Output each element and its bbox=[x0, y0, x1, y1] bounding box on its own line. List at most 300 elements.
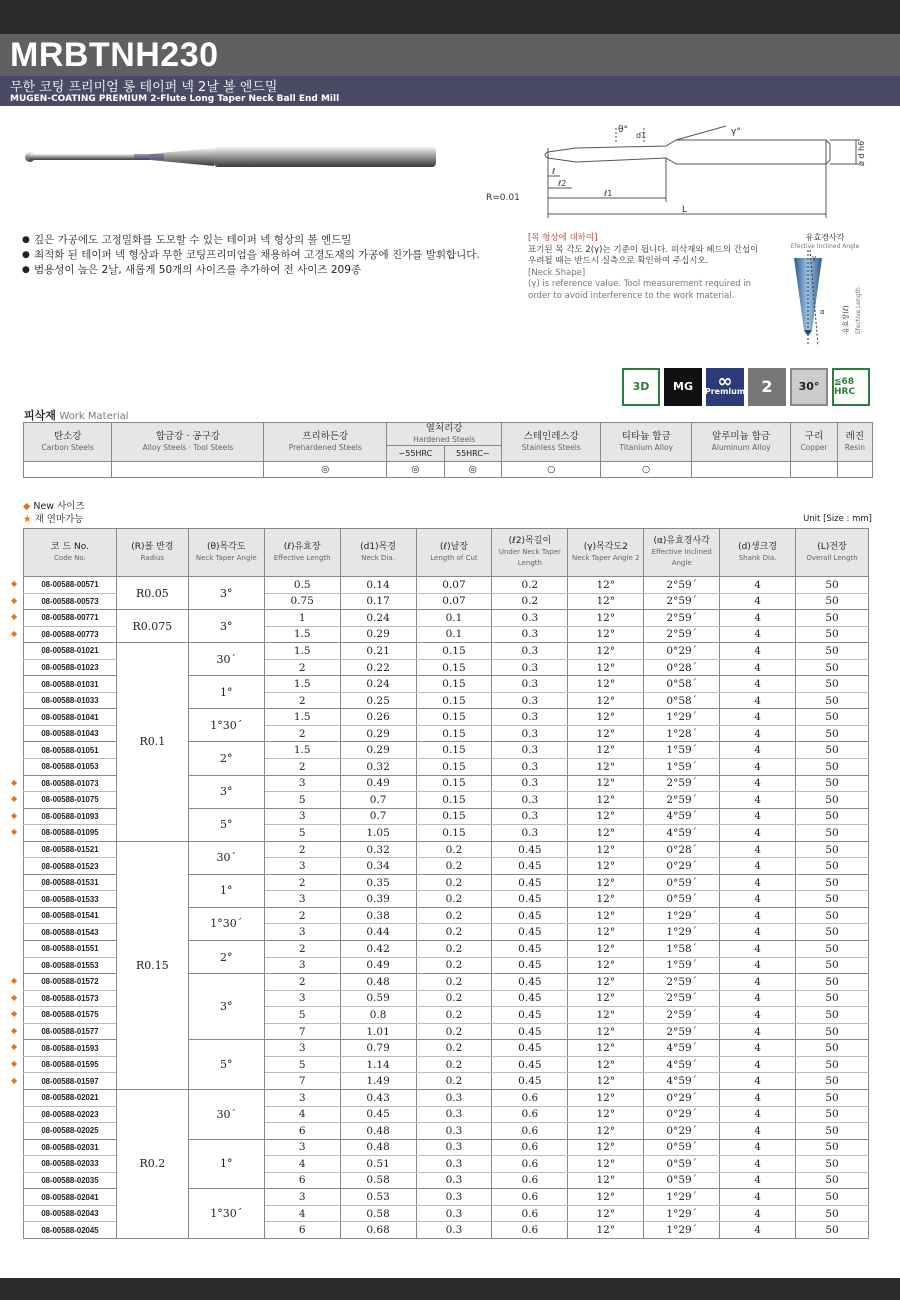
radius-cell: R0.1 bbox=[116, 643, 188, 842]
value-cell: 0.6 bbox=[492, 1156, 568, 1173]
value-cell: 12° bbox=[568, 725, 644, 742]
value-cell: 4 bbox=[720, 990, 796, 1007]
value-cell: 12° bbox=[568, 924, 644, 941]
value-cell: 50 bbox=[796, 1172, 869, 1189]
value-cell: 0.3 bbox=[492, 742, 568, 759]
value-cell: 12° bbox=[568, 1040, 644, 1057]
value-cell: 0.15 bbox=[416, 825, 492, 842]
value-cell: 4 bbox=[720, 924, 796, 941]
value-cell: 4 bbox=[720, 1089, 796, 1106]
value-cell: 4 bbox=[720, 874, 796, 891]
value-cell: 4 bbox=[720, 1007, 796, 1024]
work-material-label bbox=[24, 407, 129, 423]
value-cell: 4 bbox=[720, 941, 796, 958]
value-cell: 0.58 bbox=[340, 1172, 416, 1189]
wm-mark: ○ bbox=[502, 462, 601, 478]
value-cell: 4 bbox=[720, 792, 796, 809]
value-cell: 4 bbox=[720, 676, 796, 693]
value-cell: 12° bbox=[568, 1056, 644, 1073]
value-cell: 0.15 bbox=[416, 759, 492, 776]
value-cell: 0.38 bbox=[340, 907, 416, 924]
value-cell: 1°29´ bbox=[644, 1189, 720, 1206]
value-cell: 50 bbox=[796, 659, 869, 676]
value-cell: 0.45 bbox=[492, 974, 568, 991]
value-cell: 3 bbox=[264, 1089, 340, 1106]
value-cell: 0°28´ bbox=[644, 841, 720, 858]
legend-stock: 재 연마가능 bbox=[34, 514, 84, 525]
value-cell: 0.1 bbox=[416, 610, 492, 627]
value-cell: 50 bbox=[796, 990, 869, 1007]
value-cell: 2°59´ bbox=[644, 593, 720, 610]
work-material-table bbox=[23, 422, 873, 478]
value-cell: 12° bbox=[568, 610, 644, 627]
value-cell: 0.6 bbox=[492, 1123, 568, 1140]
value-cell: 4 bbox=[264, 1106, 340, 1123]
value-cell: 50 bbox=[796, 858, 869, 875]
wm-header: 레진 Resin bbox=[837, 423, 872, 462]
wm-header: 합금강 · 공구강 Alloy Steels · Tool Steels bbox=[112, 423, 264, 462]
value-cell: 50 bbox=[796, 924, 869, 941]
overall-length-label: L bbox=[682, 205, 688, 215]
value-cell: 1.05 bbox=[340, 825, 416, 842]
value-cell: 50 bbox=[796, 610, 869, 627]
code-cell: 08-00588-01043 bbox=[24, 725, 117, 742]
value-cell: 12° bbox=[568, 974, 644, 991]
radius-cell: R0.075 bbox=[116, 610, 188, 643]
code-cell: 08-00588-02025 bbox=[24, 1123, 117, 1140]
value-cell: 4 bbox=[720, 1172, 796, 1189]
value-cell: 0.2 bbox=[416, 1056, 492, 1073]
wm-header: 티타늄 합금 Titanium Alloy bbox=[601, 423, 691, 462]
value-cell: 12° bbox=[568, 659, 644, 676]
value-cell: 12° bbox=[568, 1123, 644, 1140]
value-cell: 50 bbox=[796, 1139, 869, 1156]
value-cell: 3 bbox=[264, 1040, 340, 1057]
neck-angle-cell: 3° bbox=[188, 577, 264, 610]
value-cell: 2°59´ bbox=[644, 990, 720, 1007]
value-cell: 2°59´ bbox=[644, 775, 720, 792]
value-cell: 50 bbox=[796, 626, 869, 643]
code-cell: 08-00588-01075 bbox=[24, 792, 117, 809]
code-cell: 08-00588-00571 bbox=[24, 577, 117, 594]
neck-angle-cell: 1° bbox=[188, 874, 264, 907]
value-cell: 0.3 bbox=[492, 676, 568, 693]
value-cell: 0.2 bbox=[492, 577, 568, 594]
value-cell: 0.3 bbox=[492, 659, 568, 676]
value-cell: 12° bbox=[568, 1156, 644, 1173]
value-cell: 50 bbox=[796, 742, 869, 759]
value-cell: 0.45 bbox=[492, 1073, 568, 1090]
spec-table bbox=[23, 528, 869, 1239]
value-cell: 3 bbox=[264, 1139, 340, 1156]
value-cell: 4 bbox=[720, 1189, 796, 1206]
value-cell: 4 bbox=[720, 957, 796, 974]
wm-mark: ◎ bbox=[444, 462, 501, 478]
badge-label: 2 bbox=[761, 377, 773, 396]
value-cell: 4 bbox=[720, 1040, 796, 1057]
value-cell: 1°28´ bbox=[644, 725, 720, 742]
value-cell: 4 bbox=[720, 1139, 796, 1156]
value-cell: 0.24 bbox=[340, 676, 416, 693]
value-cell: 12° bbox=[568, 858, 644, 875]
wm-header: 스테인레스강 Stainless Steels bbox=[502, 423, 601, 462]
new-diamond-icon: ◆ bbox=[11, 976, 18, 986]
value-cell: 0.45 bbox=[492, 1040, 568, 1057]
value-cell: 6 bbox=[264, 1123, 340, 1140]
value-cell: 0.6 bbox=[492, 1189, 568, 1206]
value-cell: 4 bbox=[720, 841, 796, 858]
value-cell: 0.44 bbox=[340, 924, 416, 941]
value-cell: 0.6 bbox=[492, 1205, 568, 1222]
value-cell: 2 bbox=[264, 974, 340, 991]
value-cell: 0°59´ bbox=[644, 1139, 720, 1156]
neck-angle-cell: 1° bbox=[188, 1139, 264, 1189]
code-cell: 08-00588-01523 bbox=[24, 858, 117, 875]
value-cell: 0.2 bbox=[416, 858, 492, 875]
value-cell: 1°59´ bbox=[644, 957, 720, 974]
code-cell: 08-00588-02045 bbox=[24, 1222, 117, 1239]
value-cell: 0.45 bbox=[492, 941, 568, 958]
value-cell: 0.2 bbox=[416, 841, 492, 858]
code-cell: 08-00588-01595 bbox=[24, 1056, 117, 1073]
value-cell: 50 bbox=[796, 1106, 869, 1123]
value-cell: 7 bbox=[264, 1023, 340, 1040]
code-cell: 08-00588-01093 bbox=[24, 808, 117, 825]
new-diamond-icon: ◆ bbox=[11, 777, 18, 787]
theta-label: θ° bbox=[618, 125, 629, 135]
wm-header: 알루미늄 합금 Aluminum Alloy bbox=[691, 423, 790, 462]
badge-label: 30° bbox=[798, 380, 820, 393]
value-cell: 50 bbox=[796, 808, 869, 825]
new-diamond-icon: ◆ bbox=[11, 612, 18, 622]
value-cell: 2 bbox=[264, 841, 340, 858]
new-diamond-icon: ◆ bbox=[11, 794, 18, 804]
radius-cell: R0.15 bbox=[116, 841, 188, 1089]
value-cell: 0.3 bbox=[416, 1205, 492, 1222]
value-cell: 50 bbox=[796, 643, 869, 660]
value-cell: 50 bbox=[796, 792, 869, 809]
code-cell: 08-00588-02033 bbox=[24, 1156, 117, 1173]
angle-title-ko: 유효경사각 bbox=[805, 233, 845, 242]
code-cell: 08-00588-02021 bbox=[24, 1089, 117, 1106]
value-cell: 4 bbox=[720, 709, 796, 726]
value-cell: 0.2 bbox=[416, 990, 492, 1007]
value-cell: 0.48 bbox=[340, 974, 416, 991]
value-cell: 3 bbox=[264, 808, 340, 825]
neck-angle-cell: 30´ bbox=[188, 841, 264, 874]
code-cell: 08-00588-02031 bbox=[24, 1139, 117, 1156]
notes-body-ko: 표기된 목 각도 2(γ)는 기준이 됩니다. 피삭재와 헤드의 간섭이 우려될 때는 반드시 실측으로 확인하여 주십시오. bbox=[528, 244, 759, 266]
value-cell: 4°59´ bbox=[644, 1073, 720, 1090]
value-cell: 0.3 bbox=[492, 692, 568, 709]
legend bbox=[23, 500, 85, 526]
code-cell: 08-00588-02035 bbox=[24, 1172, 117, 1189]
value-cell: 1.5 bbox=[264, 676, 340, 693]
code-cell: 08-00588-01572 bbox=[24, 974, 117, 991]
value-cell: 1.14 bbox=[340, 1056, 416, 1073]
value-cell: 50 bbox=[796, 1123, 869, 1140]
wm-header: 구리 Copper bbox=[791, 423, 838, 462]
gamma-label: γ° bbox=[731, 127, 741, 137]
effective-length-en: Efective Length bbox=[855, 287, 862, 334]
table-row bbox=[24, 1089, 869, 1106]
value-cell: 4 bbox=[720, 775, 796, 792]
value-cell: 4 bbox=[720, 759, 796, 776]
value-cell: 3 bbox=[264, 990, 340, 1007]
value-cell: 0°58´ bbox=[644, 692, 720, 709]
value-cell: 12° bbox=[568, 1172, 644, 1189]
value-cell: 0.3 bbox=[492, 808, 568, 825]
code-cell: 08-00588-01095 bbox=[24, 825, 117, 842]
wm-mark bbox=[837, 462, 872, 478]
value-cell: 0.1 bbox=[416, 626, 492, 643]
value-cell: 12° bbox=[568, 626, 644, 643]
value-cell: 0.34 bbox=[340, 858, 416, 875]
value-cell: 12° bbox=[568, 742, 644, 759]
neck-angle-cell: 3° bbox=[188, 974, 264, 1040]
spec-header: (γ)목각도2 Neck Taper Angle 2 bbox=[568, 529, 644, 577]
value-cell: 0.68 bbox=[340, 1222, 416, 1239]
feature-badges bbox=[622, 368, 870, 406]
value-cell: 0°59´ bbox=[644, 874, 720, 891]
subtitle-korean: 무한 코팅 프리미엄 롱 테이퍼 넥 2날 볼 엔드밀 bbox=[10, 80, 278, 95]
value-cell: 0°59´ bbox=[644, 891, 720, 908]
value-cell: 0.6 bbox=[492, 1222, 568, 1239]
value-cell: 0.2 bbox=[416, 924, 492, 941]
neck-angle-cell: 30´ bbox=[188, 1089, 264, 1139]
value-cell: 4°59´ bbox=[644, 1056, 720, 1073]
value-cell: 0.2 bbox=[416, 1073, 492, 1090]
value-cell: 50 bbox=[796, 1023, 869, 1040]
angle-title-en: Efective Inclined Angle bbox=[790, 243, 860, 250]
value-cell: 12° bbox=[568, 808, 644, 825]
value-cell: 6 bbox=[264, 1222, 340, 1239]
code-cell: 08-00588-01041 bbox=[24, 709, 117, 726]
spec-header: (R)볼 반경 Radius bbox=[116, 529, 188, 577]
value-cell: 1°29´ bbox=[644, 924, 720, 941]
value-cell: 0.2 bbox=[416, 874, 492, 891]
value-cell: 0.29 bbox=[340, 725, 416, 742]
code-cell: 08-00588-00771 bbox=[24, 610, 117, 627]
value-cell: 4°59´ bbox=[644, 825, 720, 842]
new-diamond-icon: ◆ bbox=[23, 501, 31, 512]
value-cell: 4 bbox=[720, 626, 796, 643]
value-cell: 0.14 bbox=[340, 577, 416, 594]
neck-angle-cell: 1° bbox=[188, 676, 264, 709]
feature-list bbox=[22, 233, 482, 278]
value-cell: 5 bbox=[264, 825, 340, 842]
value-cell: 12° bbox=[568, 1106, 644, 1123]
unit-label: Unit [Size : mm] bbox=[803, 514, 872, 524]
value-cell: 0.45 bbox=[492, 874, 568, 891]
value-cell: 1°29´ bbox=[644, 1222, 720, 1239]
value-cell: 0.3 bbox=[492, 626, 568, 643]
neck-angle-cell: 1°30´ bbox=[188, 709, 264, 742]
code-cell: 08-00588-00773 bbox=[24, 626, 117, 643]
value-cell: 1.5 bbox=[264, 709, 340, 726]
value-cell: 4 bbox=[720, 725, 796, 742]
value-cell: 1.5 bbox=[264, 643, 340, 660]
table-row bbox=[24, 577, 869, 594]
value-cell: 4 bbox=[720, 577, 796, 594]
neck-angle-cell: 2° bbox=[188, 742, 264, 775]
value-cell: 1°58´ bbox=[644, 941, 720, 958]
value-cell: 4 bbox=[720, 610, 796, 627]
code-cell: 08-00588-01593 bbox=[24, 1040, 117, 1057]
alpha-symbol: α bbox=[820, 308, 825, 316]
neck-angle-cell: 3° bbox=[188, 610, 264, 643]
neck-angle-cell: 3° bbox=[188, 775, 264, 808]
wm-subheader: 55HRC∽ bbox=[444, 446, 501, 462]
neck-angle-cell: 1°30´ bbox=[188, 907, 264, 940]
value-cell: 0.15 bbox=[416, 808, 492, 825]
value-cell: 0.2 bbox=[492, 593, 568, 610]
spec-header: (ℓ)날장 Length of Cut bbox=[416, 529, 492, 577]
value-cell: 0.15 bbox=[416, 692, 492, 709]
value-cell: 0.6 bbox=[492, 1089, 568, 1106]
value-cell: 50 bbox=[796, 941, 869, 958]
neck-angle-cell: 5° bbox=[188, 808, 264, 841]
code-cell: 08-00588-02023 bbox=[24, 1106, 117, 1123]
value-cell: 0.45 bbox=[492, 841, 568, 858]
value-cell: 2°59´ bbox=[644, 1007, 720, 1024]
value-cell: 2°59´ bbox=[644, 974, 720, 991]
value-cell: 12° bbox=[568, 775, 644, 792]
value-cell: 12° bbox=[568, 1222, 644, 1239]
value-cell: 12° bbox=[568, 577, 644, 594]
end-mill-image bbox=[24, 140, 444, 176]
value-cell: 3 bbox=[264, 1189, 340, 1206]
shank-dia-label: ø d h6 bbox=[857, 140, 866, 166]
value-cell: 50 bbox=[796, 1040, 869, 1057]
value-cell: 0.6 bbox=[492, 1139, 568, 1156]
value-cell: 4 bbox=[720, 858, 796, 875]
value-cell: 12° bbox=[568, 841, 644, 858]
value-cell: 0.29 bbox=[340, 742, 416, 759]
value-cell: 0.2 bbox=[416, 891, 492, 908]
value-cell: 3 bbox=[264, 858, 340, 875]
value-cell: 3 bbox=[264, 924, 340, 941]
new-diamond-icon: ◆ bbox=[11, 810, 18, 820]
hrc-badge-icon bbox=[832, 368, 870, 406]
value-cell: 0.3 bbox=[416, 1189, 492, 1206]
value-cell: 4 bbox=[720, 692, 796, 709]
value-cell: 12° bbox=[568, 825, 644, 842]
code-cell: 08-00588-01597 bbox=[24, 1073, 117, 1090]
value-cell: 4 bbox=[720, 742, 796, 759]
value-cell: 0.7 bbox=[340, 792, 416, 809]
value-cell: 4 bbox=[720, 907, 796, 924]
star-icon: ★ bbox=[23, 514, 32, 525]
neck-angle-cell: 2° bbox=[188, 941, 264, 974]
value-cell: 0.2 bbox=[416, 1040, 492, 1057]
spec-header: 코 드 No. Code No. bbox=[24, 529, 117, 577]
code-cell: 08-00588-02041 bbox=[24, 1189, 117, 1206]
value-cell: 0.39 bbox=[340, 891, 416, 908]
notes-heading-ko: [목 형상에 대하여] bbox=[528, 233, 598, 243]
new-diamond-icon: ◆ bbox=[11, 1042, 18, 1052]
value-cell: 12° bbox=[568, 1089, 644, 1106]
value-cell: 4 bbox=[720, 593, 796, 610]
tool-dimension-drawing bbox=[486, 118, 876, 228]
wm-mark bbox=[791, 462, 838, 478]
wm-header: 프리하든강 Prehardened Steels bbox=[264, 423, 387, 462]
page-title: MRBTNH230 bbox=[10, 36, 219, 74]
feature-item: ● 깊은 가공에도 고정밀화를 도모할 수 있는 테이퍼 넥 형상의 볼 엔드밀 bbox=[22, 233, 482, 247]
value-cell: 50 bbox=[796, 825, 869, 842]
value-cell: 0.22 bbox=[340, 659, 416, 676]
value-cell: 0.3 bbox=[492, 725, 568, 742]
value-cell: 50 bbox=[796, 593, 869, 610]
code-cell: 08-00588-01575 bbox=[24, 1007, 117, 1024]
value-cell: 50 bbox=[796, 1222, 869, 1239]
d1-label: d1 bbox=[636, 131, 647, 140]
table-row bbox=[24, 643, 869, 660]
value-cell: 0.45 bbox=[492, 957, 568, 974]
value-cell: 0.2 bbox=[416, 907, 492, 924]
value-cell: 50 bbox=[796, 907, 869, 924]
value-cell: 0.79 bbox=[340, 1040, 416, 1057]
value-cell: 50 bbox=[796, 577, 869, 594]
badge-label: MG bbox=[673, 380, 693, 393]
value-cell: 12° bbox=[568, 692, 644, 709]
value-cell: 0°28´ bbox=[644, 659, 720, 676]
value-cell: 1 bbox=[264, 610, 340, 627]
wm-header: 탄소강 Carbon Steels bbox=[24, 423, 112, 462]
wm-mark: ◎ bbox=[264, 462, 387, 478]
value-cell: 0°29´ bbox=[644, 643, 720, 660]
value-cell: 0.3 bbox=[416, 1222, 492, 1239]
wm-label-ko: 피삭재 bbox=[24, 409, 56, 422]
value-cell: 50 bbox=[796, 775, 869, 792]
value-cell: 0°59´ bbox=[644, 1172, 720, 1189]
new-diamond-icon: ◆ bbox=[11, 992, 18, 1002]
value-cell: 0.45 bbox=[492, 1023, 568, 1040]
table-row bbox=[24, 841, 869, 858]
value-cell: 0.32 bbox=[340, 759, 416, 776]
angle-figure-title bbox=[790, 233, 860, 251]
value-cell: 6 bbox=[264, 1172, 340, 1189]
value-cell: 2 bbox=[264, 659, 340, 676]
value-cell: 0.32 bbox=[340, 841, 416, 858]
value-cell: 50 bbox=[796, 974, 869, 991]
neck-angle-cell: 1°30´ bbox=[188, 1189, 264, 1239]
value-cell: 0.3 bbox=[492, 610, 568, 627]
new-diamond-icon: ◆ bbox=[11, 628, 18, 638]
value-cell: 0°58´ bbox=[644, 676, 720, 693]
inclined-angle-figure bbox=[790, 250, 870, 350]
spec-header: (ℓ)유효장 Effective Length bbox=[264, 529, 340, 577]
value-cell: 4 bbox=[720, 1205, 796, 1222]
code-cell: 08-00588-02043 bbox=[24, 1205, 117, 1222]
value-cell: 0.3 bbox=[416, 1089, 492, 1106]
value-cell: 12° bbox=[568, 891, 644, 908]
value-cell: 0.51 bbox=[340, 1156, 416, 1173]
value-cell: 0.3 bbox=[492, 759, 568, 776]
value-cell: 12° bbox=[568, 1205, 644, 1222]
value-cell: 12° bbox=[568, 643, 644, 660]
notes-heading-en: [Neck Shape] bbox=[528, 267, 586, 278]
value-cell: 4°59´ bbox=[644, 1040, 720, 1057]
value-cell: 0.45 bbox=[340, 1106, 416, 1123]
value-cell: 0.59 bbox=[340, 990, 416, 1007]
value-cell: 2°59´ bbox=[644, 577, 720, 594]
value-cell: 2°59´ bbox=[644, 1023, 720, 1040]
neck-length-label: ℓ2 bbox=[558, 179, 567, 188]
value-cell: 4 bbox=[720, 825, 796, 842]
value-cell: 50 bbox=[796, 1007, 869, 1024]
code-cell: 08-00588-01553 bbox=[24, 957, 117, 974]
